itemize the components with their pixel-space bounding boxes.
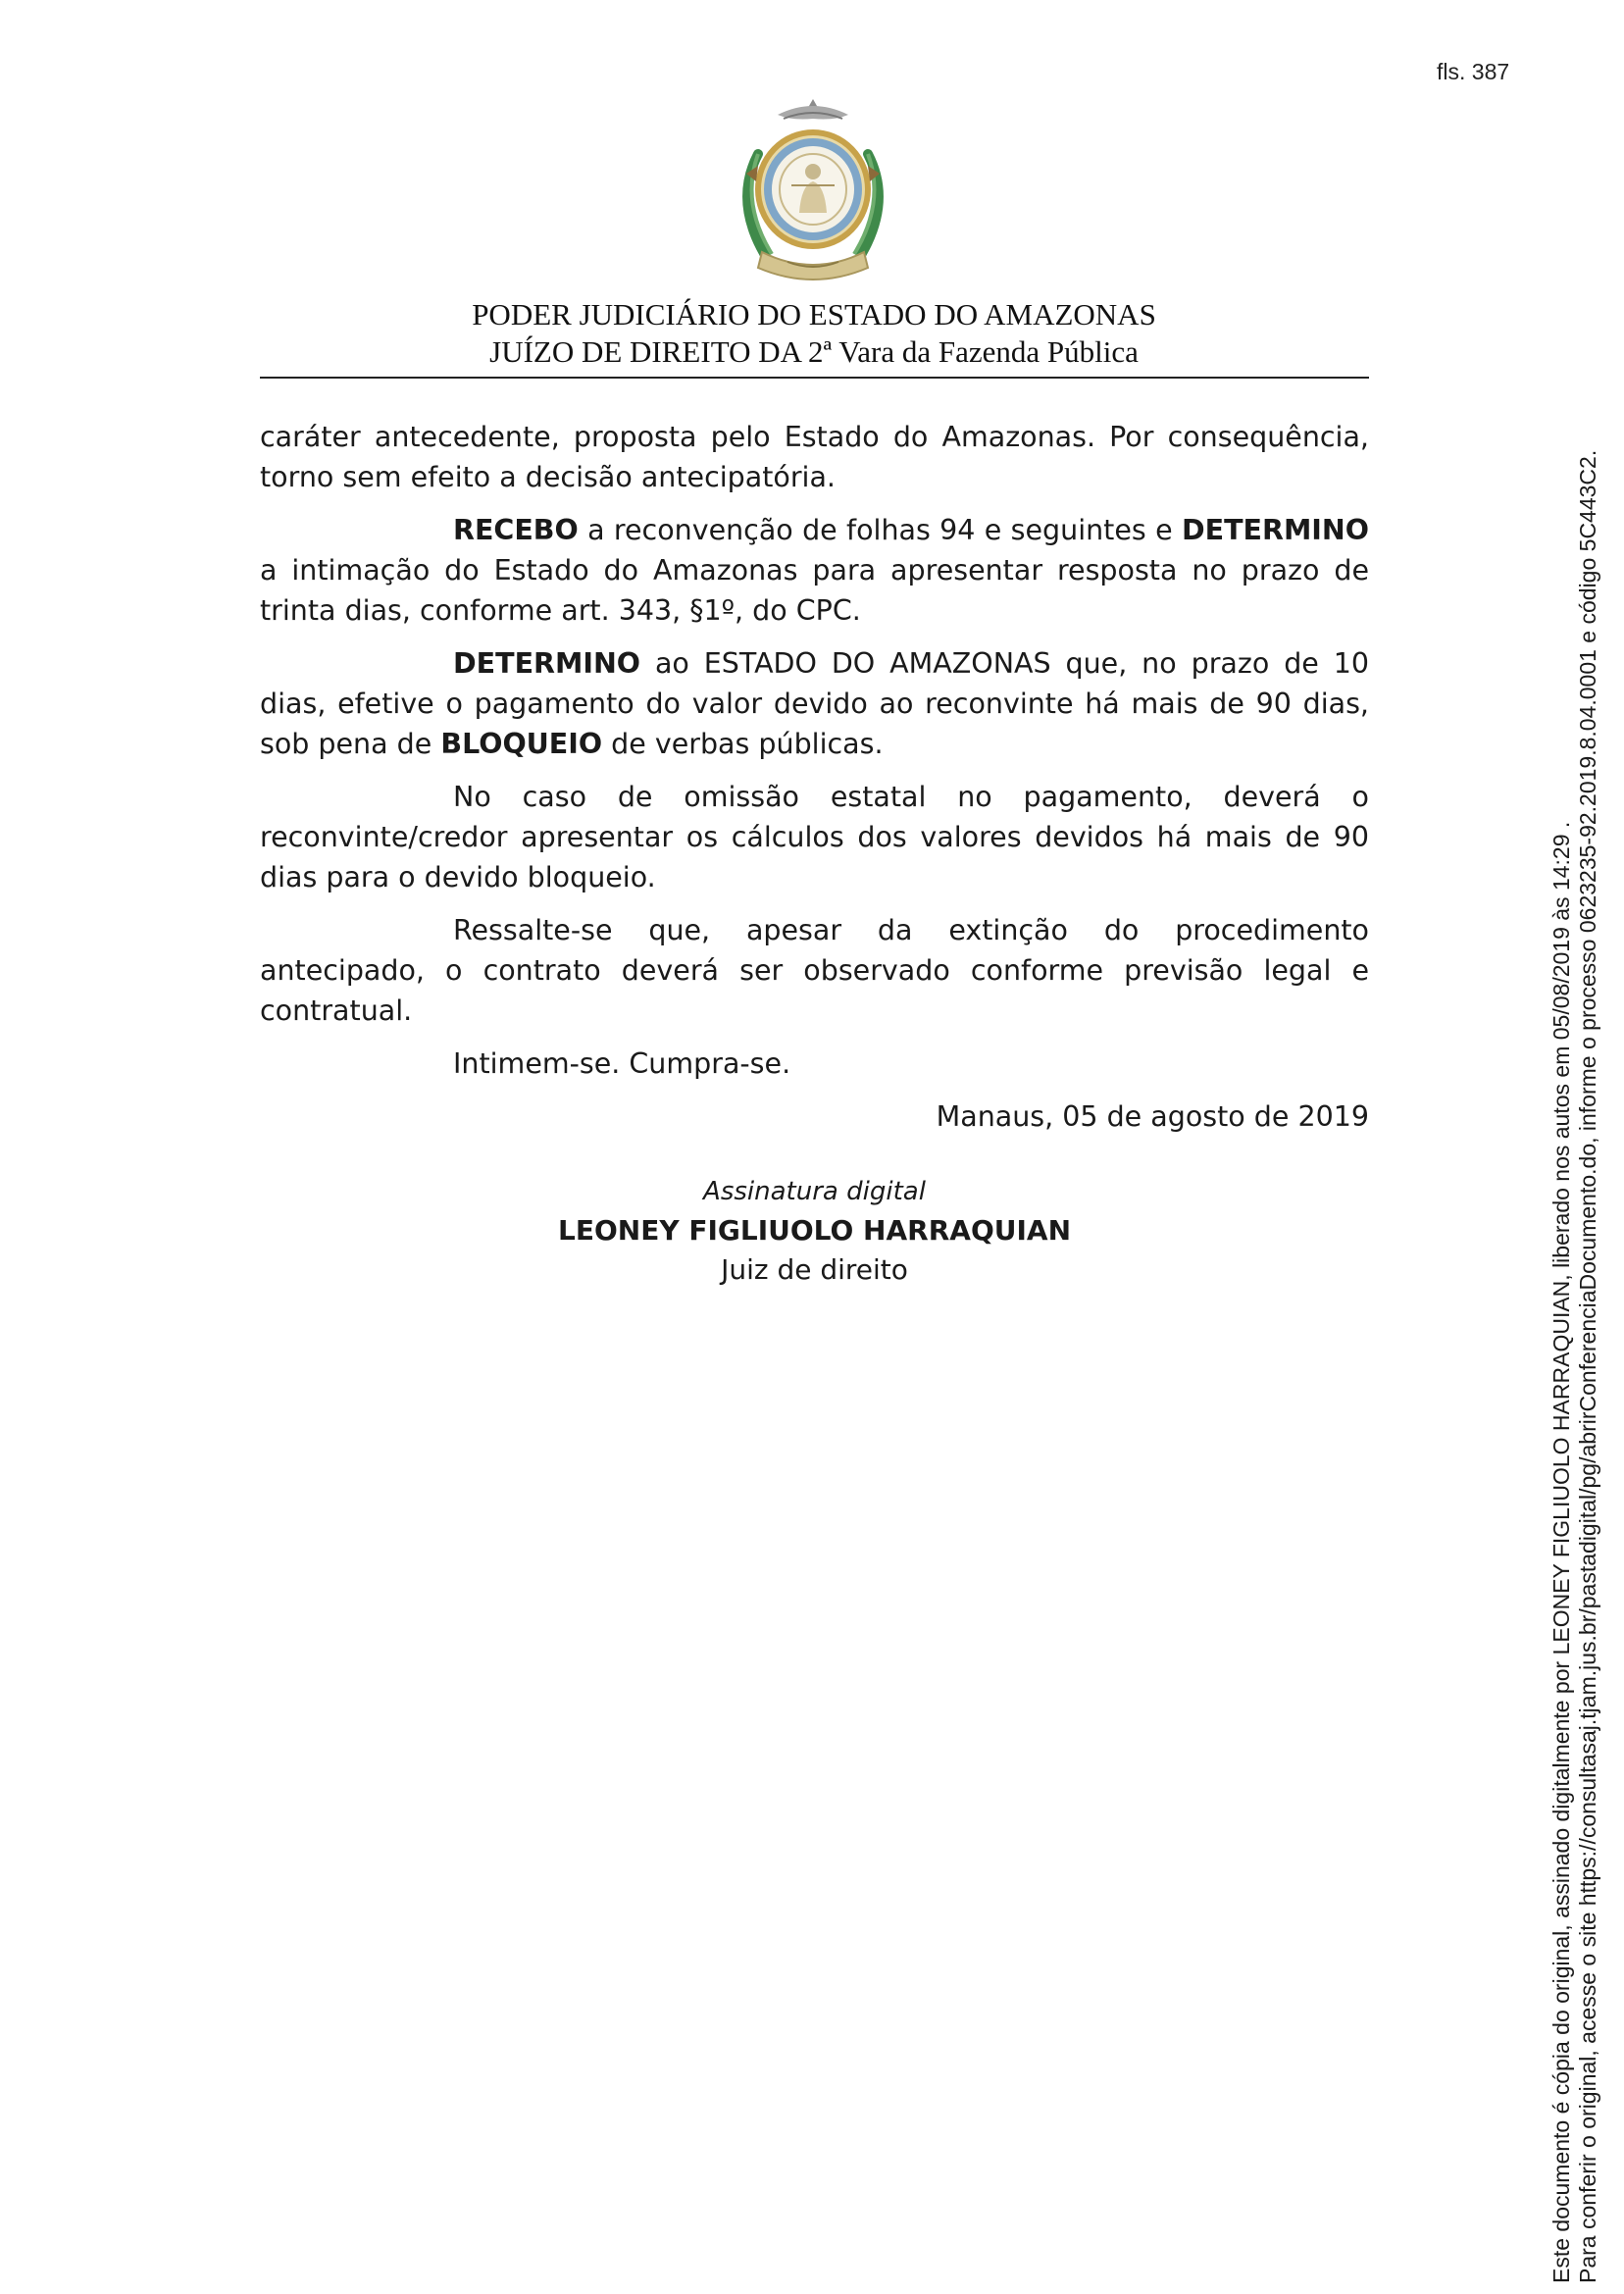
judge-role: Juiz de direito (721, 1253, 908, 1286)
signature-label: Assinatura digital (703, 1177, 926, 1206)
paragraph-2 (260, 510, 1369, 631)
decision-body (260, 417, 1369, 1137)
paragraph-2-bold-2: DETERMINO (1181, 514, 1369, 546)
paragraph-1: caráter antecedente, proposta pelo Estado do Amazonas. Por consequência, torno sem efeito a decisão antecipatória. (260, 421, 1369, 493)
paragraph-3-bold-2: BLOQUEIO (440, 728, 603, 760)
paragraph-3-text-2: de verbas públicas. (602, 728, 884, 760)
paragraph-3 (260, 643, 1369, 764)
header-line-2-ordinal: ª (823, 334, 833, 369)
header-line-2-suffix: Vara da Fazenda Pública (832, 334, 1139, 369)
court-header (260, 296, 1368, 371)
date-line: Manaus, 05 de agosto de 2019 (936, 1100, 1369, 1133)
signature-block (260, 1172, 1369, 1290)
paragraph-3-text-1: ao ESTADO DO AMAZONAS que, no prazo de 10 dias, efetive o pagamento do valor devido ao reconvinte há mais de 90 dias, sob pena de (260, 647, 1369, 760)
authenticity-note (1548, 273, 1601, 2283)
court-emblem (719, 95, 907, 291)
page-number: fls. 387 (1437, 59, 1510, 84)
header-line-2 (260, 333, 1368, 371)
paragraph-2-text-1: a reconvenção de folhas 94 e seguintes e (578, 514, 1182, 546)
authenticity-note-line-2: Para conferir o original, acesse o site https://consultasaj.tjam.jus.br/pastadigital/pg/abrirConferenciaDocumento.do, informe o processo 0623235-92.2019.8.04.0001 e código 5C443C2. (1575, 449, 1600, 2283)
closing-line: Intimem-se. Cumpra-se. (453, 1047, 791, 1080)
header-divider (260, 377, 1369, 379)
judge-name: LEONEY FIGLIUOLO HARRAQUIAN (557, 1214, 1072, 1247)
paragraph-3-bold-1: DETERMINO (453, 647, 641, 680)
authenticity-note-line-1: Este documento é cópia do original, assinado digitalmente por LEONEY FIGLIUOLO HARRAQUIAN, liberado nos autos em 05/08/2019 às 14:29 . (1548, 821, 1574, 2283)
header-line-2-prefix: JUÍZO DE DIREITO DA 2 (489, 334, 824, 369)
paragraph-4: No caso de omissão estatal no pagamento, deverá o reconvinte/credor apresentar os cálculos dos valores devidos há mais de 90 dias para o devido bloqueio. (260, 781, 1369, 893)
header-line-1: PODER JUDICIÁRIO DO ESTADO DO AMAZONAS (472, 297, 1156, 331)
paragraph-2-text-2: a intimação do Estado do Amazonas para apresentar resposta no prazo de trinta dias, conforme art. 343, §1º, do CPC. (260, 554, 1369, 627)
paragraph-5: Ressalte-se que, apesar da extinção do procedimento antecipado, o contrato deverá ser observado conforme previsão legal e contratual. (260, 914, 1369, 1027)
paragraph-2-bold-1: RECEBO (453, 514, 579, 546)
